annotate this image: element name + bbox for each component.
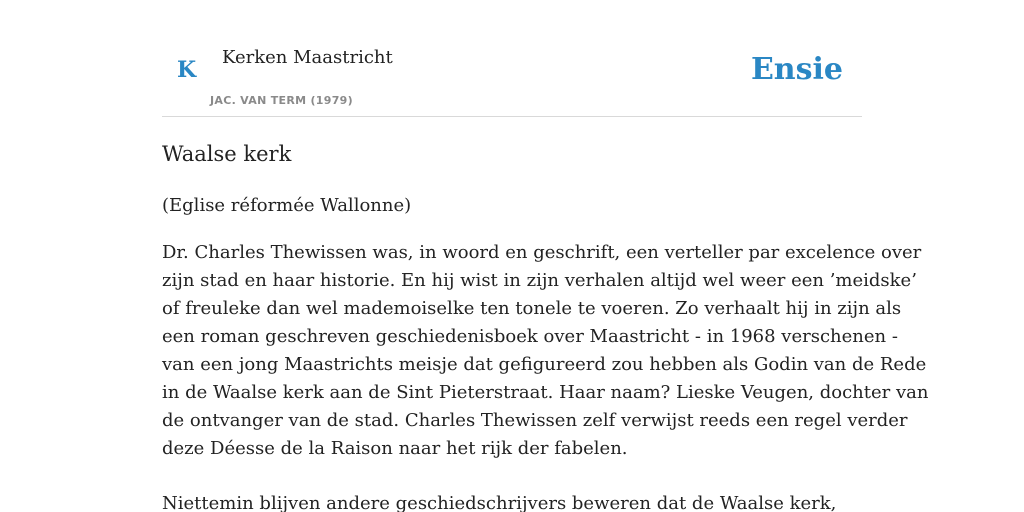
brand-logo[interactable]: Ensie: [750, 52, 843, 87]
paragraph-1: [162, 239, 929, 463]
article-page: [162, 0, 929, 512]
paragraph-line: een roman geschreven geschiedenisboek over Maastricht - in 1968 verschenen -: [162, 326, 898, 347]
paragraph-line: de ontvanger van de stad. Charles Thewissen zelf verwijst reeds een regel verder: [162, 410, 908, 431]
book-author: JAC. VAN TERM (1979): [210, 94, 353, 107]
article-subtitle: (Eglise réformée Wallonne): [162, 195, 412, 216]
paragraph-2: [162, 490, 862, 512]
book-logo-icon[interactable]: K: [177, 57, 197, 83]
paragraph-line: zijn stad en haar historie. En hij wist in zijn verhalen altijd wel weer een ’meidske’: [162, 270, 917, 291]
paragraph-line: deze Déesse de la Raison naar het rijk der fabelen.: [162, 438, 628, 459]
article-title: Waalse kerk: [162, 142, 292, 166]
book-title[interactable]: Kerken Maastricht: [222, 47, 393, 68]
paragraph-line: van een jong Maastrichts meisje dat gefigureerd zou hebben als Godin van de Rede: [162, 354, 927, 375]
paragraph-line: of freuleke dan wel mademoiselke ten tonele te voeren. Zo verhaalt hij in zijn als: [162, 298, 902, 319]
paragraph-line: Dr. Charles Thewissen was, in woord en geschrift, een verteller par excelence over: [162, 242, 922, 263]
paragraph-line: Niettemin blijven andere geschiedschrijvers beweren dat de Waalse kerk,: [162, 493, 837, 512]
header: [162, 0, 862, 117]
paragraph-line: in de Waalse kerk aan de Sint Pieterstraat. Haar naam? Lieske Veugen, dochter van: [162, 382, 929, 403]
